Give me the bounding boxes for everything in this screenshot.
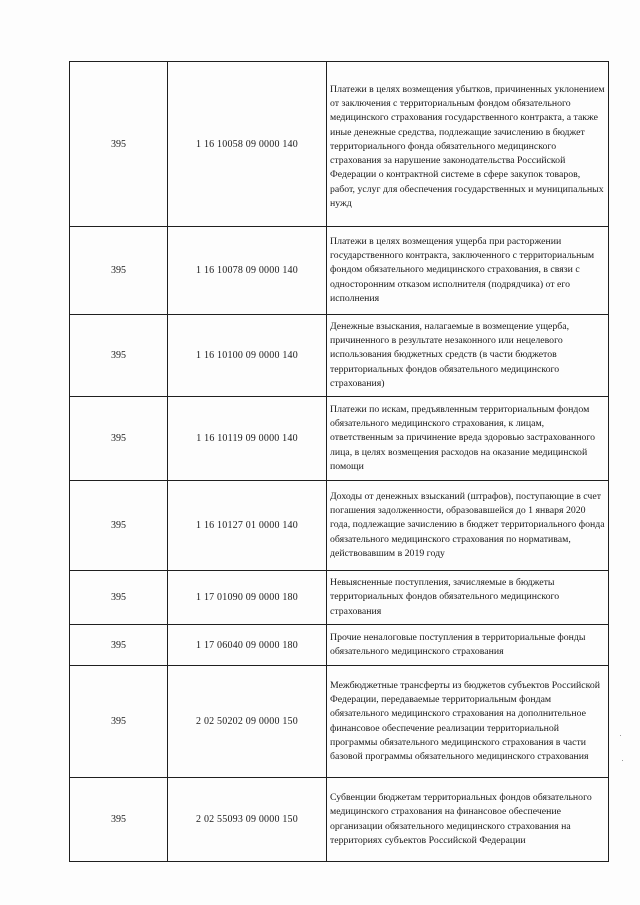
description-cell xyxy=(327,571,609,625)
admin-code-cell: 395 xyxy=(70,625,168,666)
admin-code-cell: 395 xyxy=(70,397,168,481)
description-text: Доходы от денежных взысканий (штрафов), поступающие в счет погашения задолженности, образовавшейся до 1 января 2020 года, подлежащие зачислению в бюджет территориального фонда обязательного медицинского страхования по нормативам, действовавшим в 2019 году xyxy=(330,490,605,559)
description-text: Платежи в целях возмещения ущерба при расторжении государственного контракта, заключенного с территориальным фондом обязательного медицинского страхования, в связи с односторонним отказом исполнителя (подрядчика) от его исполнения xyxy=(330,235,595,304)
budget-code-cell: 1 16 10119 09 0000 140 xyxy=(168,397,327,481)
admin-code-cell: 395 xyxy=(70,227,168,315)
description-cell xyxy=(327,62,609,227)
budget-code-cell: 1 16 10100 09 0000 140 xyxy=(168,315,327,397)
description-cell xyxy=(327,666,609,778)
table-row xyxy=(70,571,609,625)
description-text: Межбюджетные трансферты из бюджетов субъектов Российской Федерации, передаваемые территориальным фондам обязательного медицинского страхования на дополнительное финансовое обеспечение реализации территориальной программы обязательного медицинского страхования в части базовой программы обязательного медицинского страхования xyxy=(330,679,601,762)
scan-speck xyxy=(620,735,621,736)
description-cell xyxy=(327,778,609,862)
admin-code-cell: 395 xyxy=(70,778,168,862)
description-text: Невыясненные поступления, зачисляемые в бюджеты территориальных фондов обязательного медицинского страхования xyxy=(330,577,560,617)
description-cell xyxy=(327,481,609,571)
description-text: Прочие неналоговые поступления в территориальные фонды обязательного медицинского страхования xyxy=(330,631,586,657)
budget-code-cell: 1 16 10078 09 0000 140 xyxy=(168,227,327,315)
admin-code-cell: 395 xyxy=(70,62,168,227)
description-cell xyxy=(327,625,609,666)
description-cell xyxy=(327,315,609,397)
table-row xyxy=(70,315,609,397)
table-row xyxy=(70,778,609,862)
table-row xyxy=(70,666,609,778)
admin-code-cell: 395 xyxy=(70,481,168,571)
admin-code-cell: 395 xyxy=(70,571,168,625)
description-text: Платежи в целях возмещения убытков, причиненных уклонением от заключения с территориальным фондом обязательного медицинского страхования государственного контракта, а также иные денежные средства, подлежащие зачислению в бюджет территориального фонда обязательного медицинского страхования за нарушение законодательства Российской Федерации о контрактной системе в сфере закупок товаров, работ, услуг для обеспечения государственных и муниципальных нужд xyxy=(330,84,605,209)
table-row xyxy=(70,227,609,315)
admin-code-cell: 395 xyxy=(70,666,168,778)
description-text: Платежи по искам, предъявленным территориальным фондом обязательного медицинского страхования, к лицам, ответственным за причинение вреда здоровью застрахованного лица, в целях возмещения расходов на оказание медицинской помощи xyxy=(330,403,596,472)
description-text: Денежные взыскания, налагаемые в возмещение ущерба, причиненного в результате незаконного или нецелевого использования бюджетных средств (в части бюджетов территориальных фондов обязательного медицинского страхования) xyxy=(330,320,570,389)
budget-code-cell: 2 02 50202 09 0000 150 xyxy=(168,666,327,778)
admin-code-cell: 395 xyxy=(70,315,168,397)
budget-code-cell: 1 17 01090 09 0000 180 xyxy=(168,571,327,625)
table-row xyxy=(70,481,609,571)
table-row xyxy=(70,62,609,227)
scan-speck xyxy=(622,760,623,761)
budget-code-cell: 1 17 06040 09 0000 180 xyxy=(168,625,327,666)
description-text: Субвенции бюджетам территориальных фондов обязательного медицинского страхования на финансовое обеспечение организации обязательного медицинского страхования на территориях субъектов Российской Федерации xyxy=(330,792,592,846)
description-cell xyxy=(327,227,609,315)
table-row xyxy=(70,397,609,481)
budget-code-cell: 2 02 55093 09 0000 150 xyxy=(168,778,327,862)
description-cell xyxy=(327,397,609,481)
table-row xyxy=(70,625,609,666)
budget-code-cell: 1 16 10127 01 0000 140 xyxy=(168,481,327,571)
budget-classification-table xyxy=(69,61,609,862)
budget-code-cell: 1 16 10058 09 0000 140 xyxy=(168,62,327,227)
